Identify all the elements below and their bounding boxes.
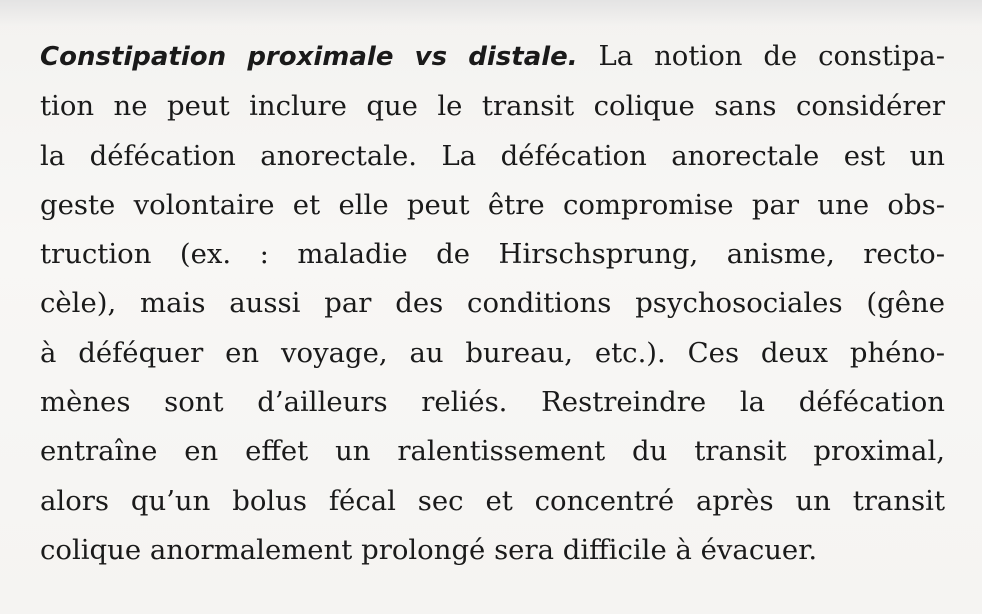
text-line-2: tion ne peut inclure que le transit colique sans considérer [40, 90, 945, 123]
text-line-1 [40, 32, 945, 82]
text-line-9: entraîne en effet un ralentissement du transit proximal, [40, 435, 945, 468]
page-top-shadow [0, 0, 982, 26]
text-line-8: mènes sont d’ailleurs reliés. Restreindre la défécation [40, 386, 945, 419]
text-line-4: geste volontaire et elle peut être compromise par une obs- [40, 188, 945, 221]
text-line-1-body: La notion de constipa- [598, 40, 945, 72]
section-heading: Constipation proximale vs distale. [40, 42, 578, 72]
text-line-11: colique anormalement prolongé sera difficile à évacuer. [40, 533, 818, 566]
text-line-3: la défécation anorectale. La défécation anorectale est un [40, 139, 945, 172]
text-line-10: alors qu’un bolus fécal sec et concentré après un transit [40, 484, 945, 517]
text-line-5: truction (ex. : maladie de Hirschsprung, anisme, recto- [40, 238, 945, 271]
text-line-7: à déféquer en voyage, au bureau, etc.). Ces deux phéno- [40, 336, 945, 369]
text-line-6: cèle), mais aussi par des conditions psychosociales (gêne [40, 287, 945, 320]
body-paragraph [40, 32, 945, 575]
